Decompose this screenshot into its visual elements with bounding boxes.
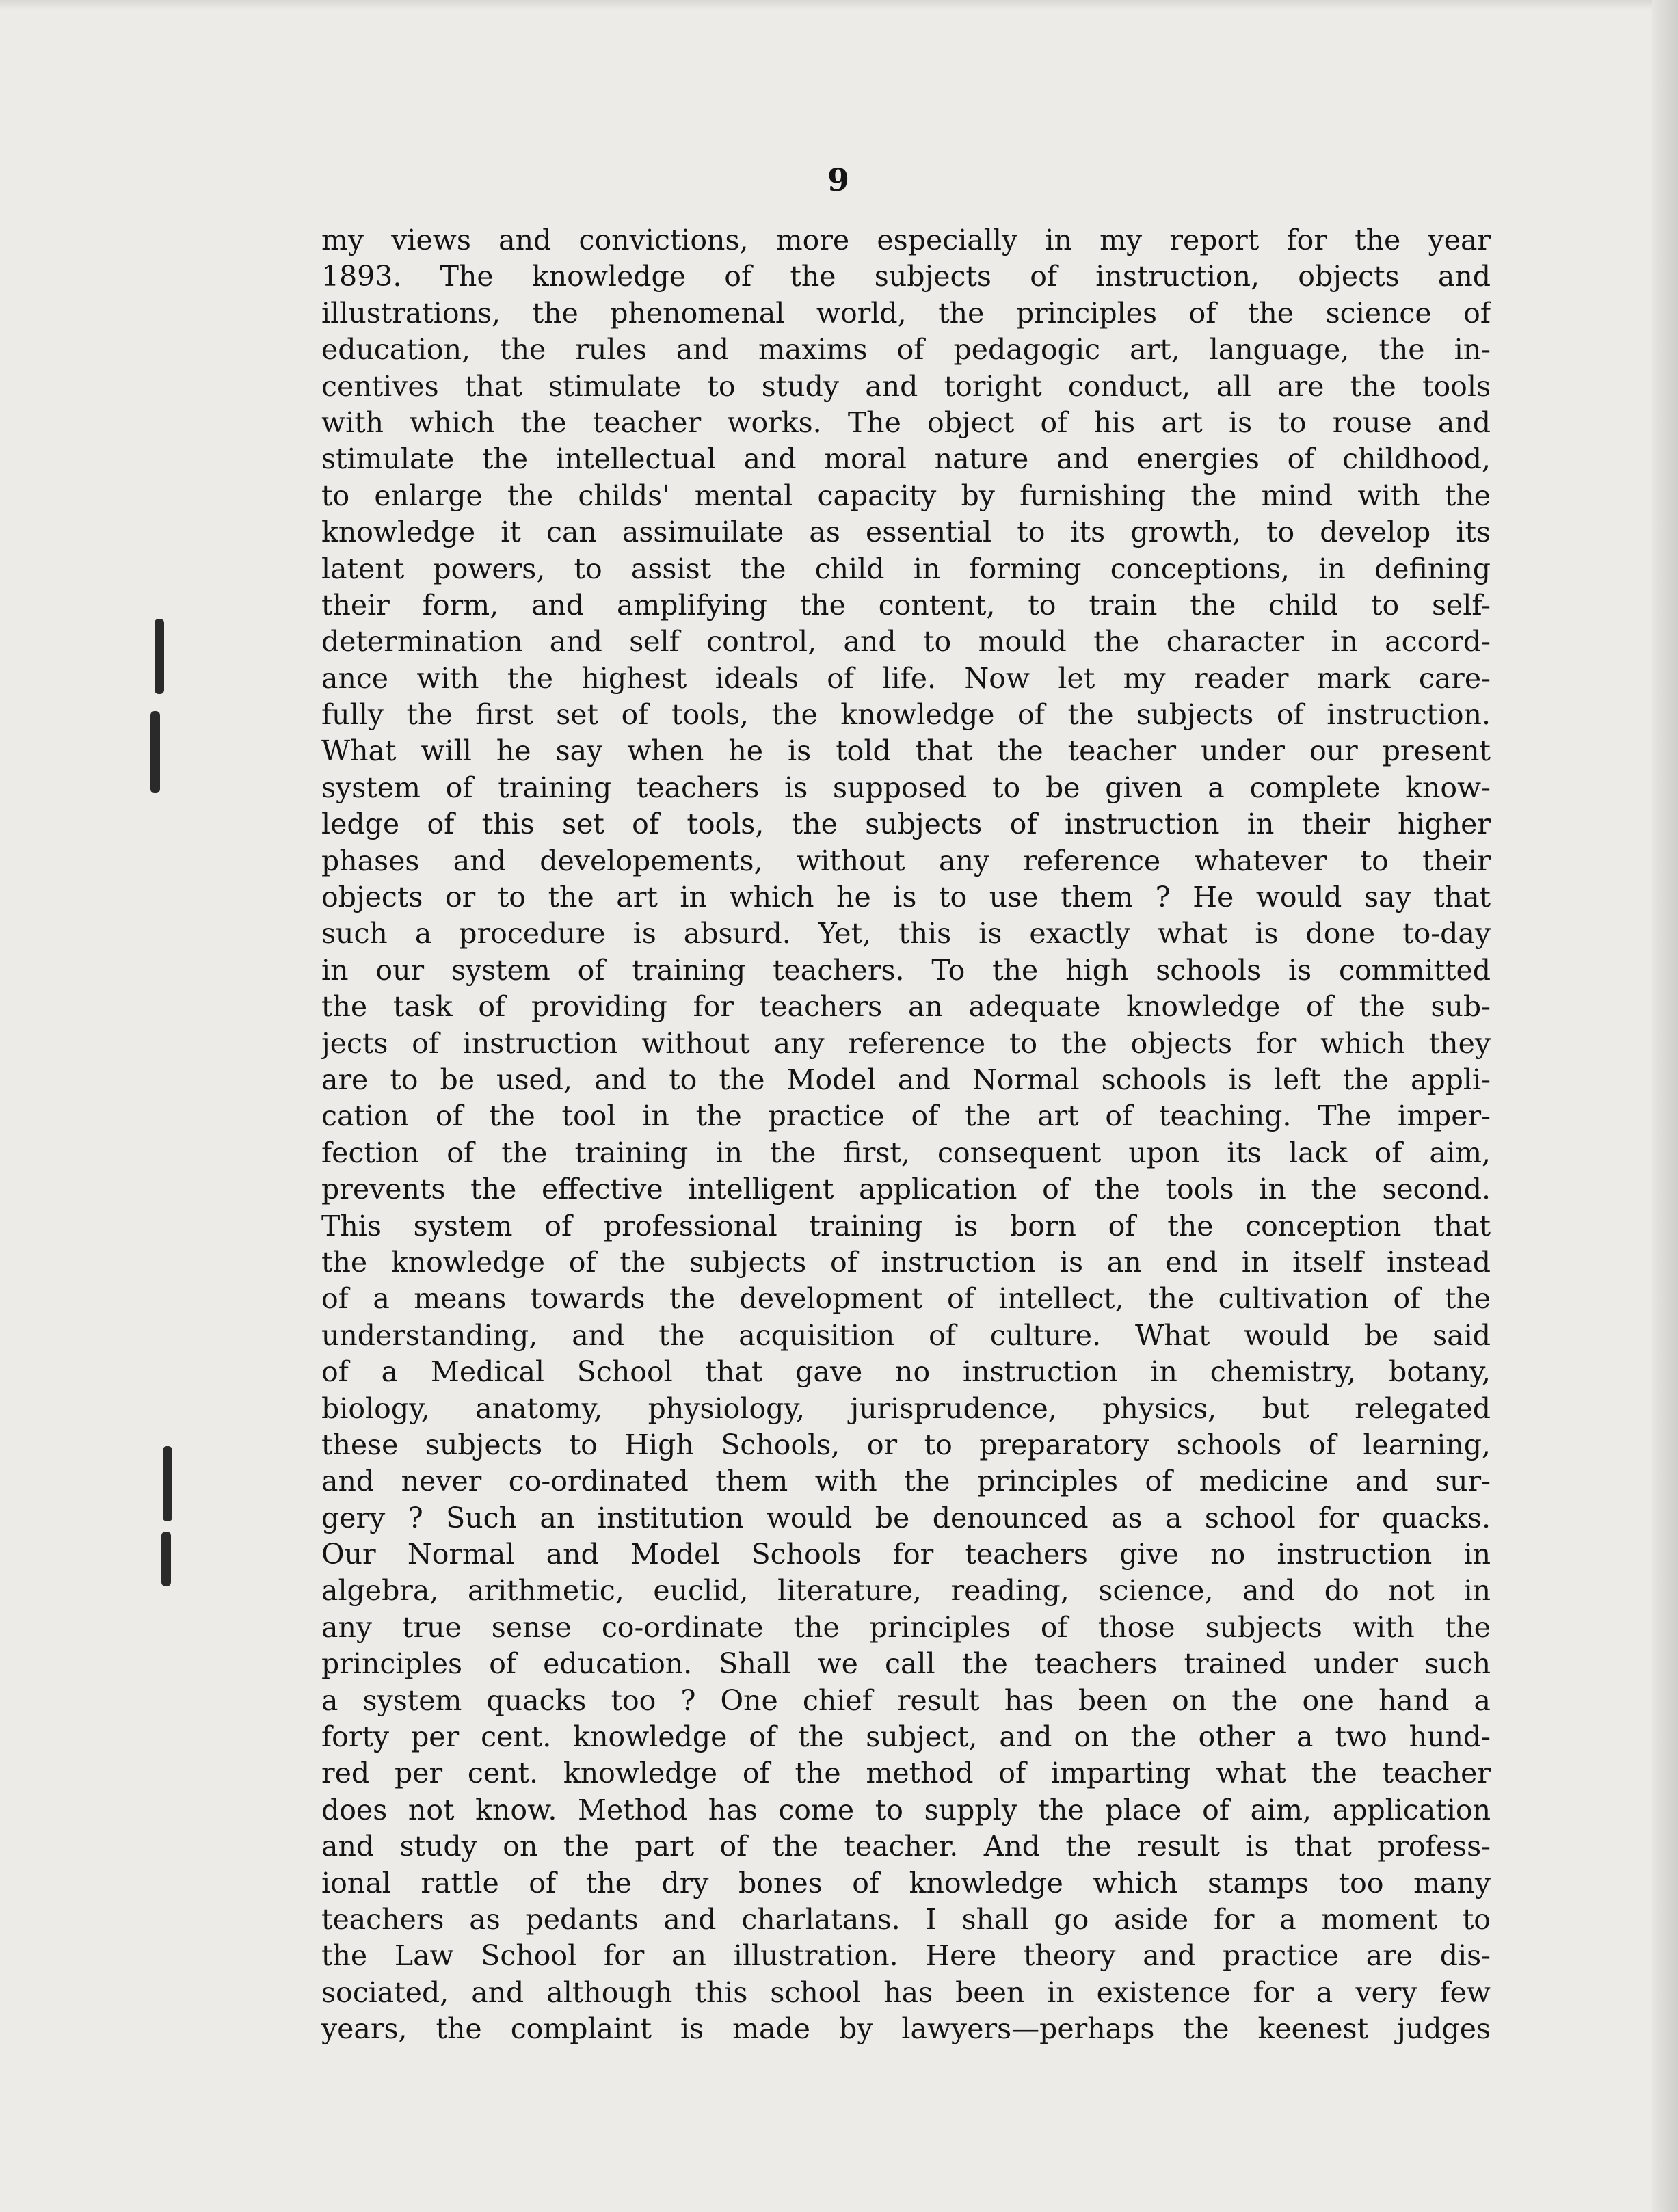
text-line: any true sense co-ordinate the principles of those subjects with the bbox=[321, 1610, 1491, 1644]
text-line: red per cent. knowledge of the method of imparting what the teacher bbox=[321, 1757, 1491, 1790]
binding-mark-1 bbox=[155, 619, 164, 694]
text-line: determination and self control, and to mould the character in accord- bbox=[321, 625, 1491, 658]
text-line: the task of providing for teachers an adequate knowledge of the sub- bbox=[321, 990, 1491, 1024]
text-line: stimulate the intellectual and moral nature and energies of childhood, bbox=[321, 442, 1491, 476]
text-line: teachers as pedants and charlatans. I shall go aside for a moment to bbox=[321, 1902, 1491, 1936]
text-line: system of training teachers is supposed to be given a complete know- bbox=[321, 771, 1491, 804]
text-line: latent powers, to assist the child in forming conceptions, in defining bbox=[321, 552, 1491, 585]
text-line: of a Medical School that gave no instruction in chemistry, botany, bbox=[321, 1355, 1491, 1389]
text-line: knowledge it can assimuilate as essential to its growth, to develop its bbox=[321, 516, 1491, 549]
text-line: such a procedure is absurd. Yet, this is exactly what is done to-day bbox=[321, 917, 1491, 950]
text-line: in our system of training teachers. To the high schools is committed bbox=[321, 953, 1491, 987]
page-right-edge bbox=[1652, 0, 1678, 2212]
text-line: of a means towards the development of intellect, the cultivation of the bbox=[321, 1282, 1491, 1316]
binding-mark-4 bbox=[161, 1532, 171, 1586]
text-line: Our Normal and Model Schools for teachers give no instruction in bbox=[321, 1538, 1491, 1571]
text-line: prevents the effective intelligent application of the tools in the second. bbox=[321, 1173, 1491, 1206]
text-line: and study on the part of the teacher. And the result is that profess- bbox=[321, 1830, 1491, 1863]
text-line: What will he say when he is told that the teacher under our present bbox=[321, 734, 1491, 768]
text-line: ional rattle of the dry bones of knowledge which stamps too many bbox=[321, 1866, 1491, 1900]
text-line: my views and convictions, more especially in my report for the year bbox=[321, 224, 1491, 256]
page-top-edge bbox=[0, 0, 1678, 10]
text-line: principles of education. Shall we call the teachers trained under such bbox=[321, 1647, 1491, 1681]
text-line: are to be used, and to the Model and Normal schools is left the appli- bbox=[321, 1063, 1491, 1096]
page-number: 9 bbox=[827, 161, 851, 198]
text-line: algebra, arithmetic, euclid, literature, reading, science, and do not in bbox=[321, 1574, 1491, 1608]
text-line: to enlarge the childs' mental capacity by furnishing the mind with the bbox=[321, 479, 1491, 512]
binding-mark-3 bbox=[163, 1446, 172, 1521]
text-line: gery ? Such an institution would be denounced as a school for quacks. bbox=[321, 1501, 1491, 1534]
text-line: 1893. The knowledge of the subjects of instruction, objects and bbox=[321, 260, 1491, 293]
text-line: forty per cent. knowledge of the subject, and on the other a two hund- bbox=[321, 1720, 1491, 1754]
text-line: This system of professional training is born of the conception that bbox=[321, 1209, 1491, 1242]
text-line: ledge of this set of tools, the subjects of instruction in their higher bbox=[321, 808, 1491, 841]
text-line: and never co-ordinated them with the principles of medicine and sur- bbox=[321, 1465, 1491, 1498]
text-line: the Law School for an illustration. Here theory and practice are dis- bbox=[321, 1939, 1491, 1973]
text-line: fection of the training in the first, consequent upon its lack of aim, bbox=[321, 1136, 1491, 1169]
text-line: illustrations, the phenomenal world, the principles of the science of bbox=[321, 296, 1491, 330]
text-line: these subjects to High Schools, or to preparatory schools of learning, bbox=[321, 1428, 1491, 1461]
text-line: objects or to the art in which he is to use them ? He would say that bbox=[321, 881, 1491, 914]
text-line: cation of the tool in the practice of the art of teaching. The imper- bbox=[321, 1100, 1491, 1133]
text-line: biology, anatomy, physiology, jurisprudence, physics, but relegated bbox=[321, 1391, 1491, 1425]
text-line: education, the rules and maxims of pedagogic art, language, the in- bbox=[321, 333, 1491, 367]
text-line: with which the teacher works. The object of his art is to rouse and bbox=[321, 405, 1491, 439]
text-line: sociated, and although this school has been in existence for a very few bbox=[321, 1975, 1491, 2009]
text-line: fully the first set of tools, the knowledge of the subjects of instruction. bbox=[321, 698, 1491, 732]
text-line: the knowledge of the subjects of instruction is an end in itself instead bbox=[321, 1245, 1491, 1279]
text-line: their form, and amplifying the content, to train the child to self- bbox=[321, 588, 1491, 622]
text-line: does not know. Method has come to supply the place of aim, application bbox=[321, 1793, 1491, 1826]
text-line: years, the complaint is made by lawyers—perhaps the keenest judges bbox=[321, 2012, 1491, 2046]
binding-mark-2 bbox=[150, 711, 160, 793]
text-line: a system quacks too ? One chief result has been on the one hand a bbox=[321, 1683, 1491, 1717]
text-line: understanding, and the acquisition of culture. What would be said bbox=[321, 1318, 1491, 1352]
body-text bbox=[321, 222, 1491, 2048]
text-line: phases and developements, without any reference whatever to their bbox=[321, 844, 1491, 877]
text-line: centives that stimulate to study and toright conduct, all are the tools bbox=[321, 369, 1491, 403]
text-line: jects of instruction without any reference to the objects for which they bbox=[321, 1026, 1491, 1060]
text-line: ance with the highest ideals of life. Now let my reader mark care- bbox=[321, 661, 1491, 695]
